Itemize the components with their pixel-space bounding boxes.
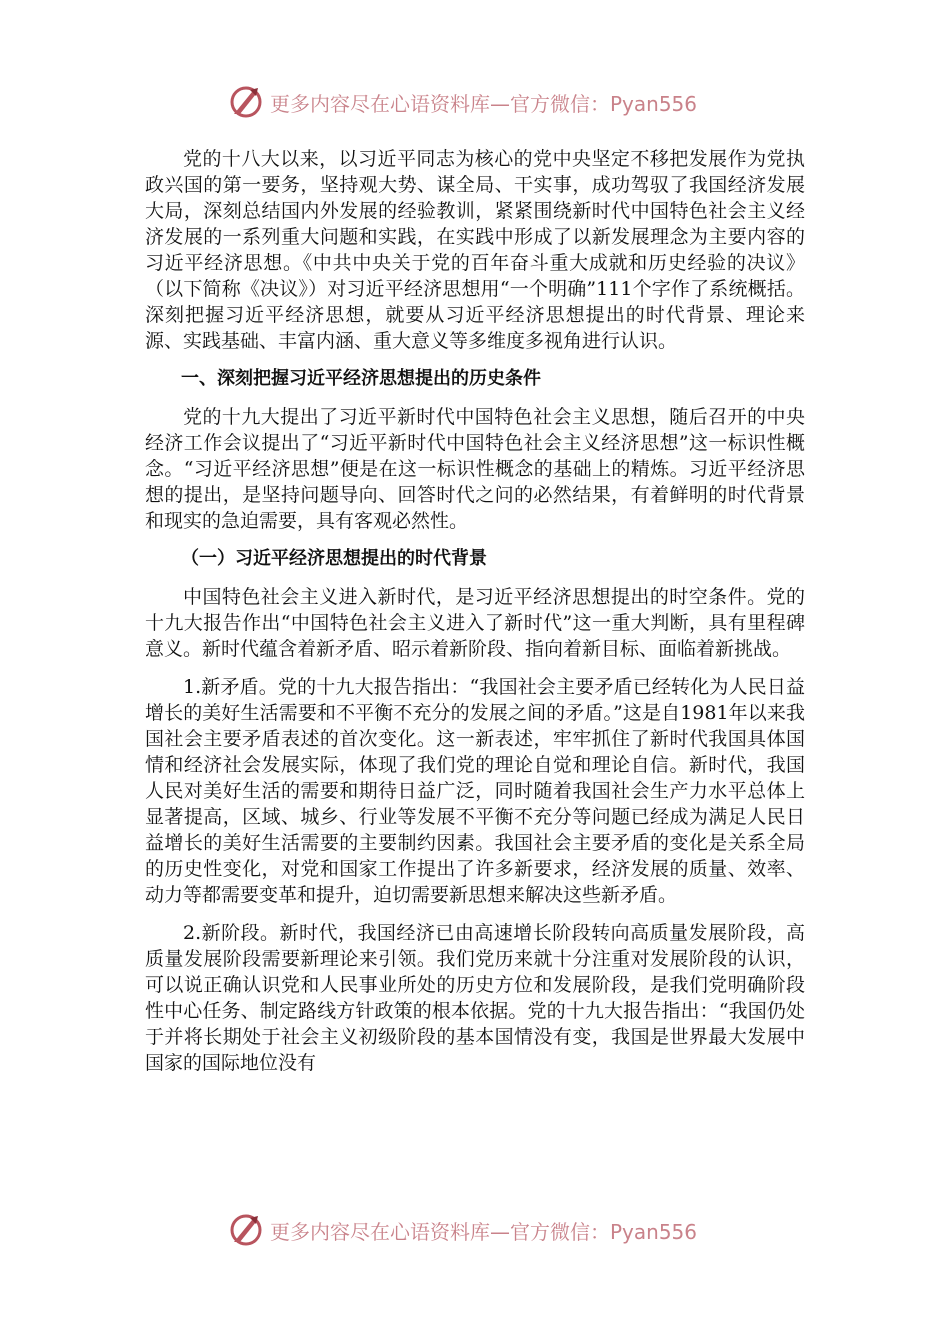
new-contradiction-paragraph: 1.新矛盾。党的十九大报告指出：“我国社会主要矛盾已经转化为人民日益增长的美好生活需要和不平衡不充分的发展之间的矛盾。”这是自1981年以来我国社会主要矛盾表述的首次变化。这一新表述，牢牢抓住了新时代我国具体国情和经济社会发展实际，体现了我们党的理论自觉和理论自信。新时代，我国人民对美好生活的需要和期待日益广泛，同时随着我国社会生产力水平总体上显著提高，区域、城乡、行业等发展不平衡不充分等问题已经成为满足人民日益增长的美好生活需要的主要制约因素。我国社会主要矛盾的变化是关系全局的历史性变化，对党和国家工作提出了许多新要求，经济发展的质量、效率、动力等都需要变革和提升，迫切需要新思想来解决这些新矛盾。: [145, 676, 805, 906]
header-watermark: [228, 82, 697, 122]
subsection-1-paragraph: 中国特色社会主义进入新时代，是习近平经济思想提出的时空条件。党的十九大报告作出“中国特色社会主义进入了新时代”这一重大判断，具有里程碑意义。新时代蕴含着新矛盾、昭示着新阶段、指向着新目标、面临着新挑战。: [145, 586, 805, 660]
new-stage-paragraph: 2.新阶段。新时代，我国经济已由高速增长阶段转向高质量发展阶段，高质量发展阶段需要新理论来引领。我们党历来就十分注重对发展阶段的认识，可以说正确认识党和人民事业所处的历史方位和发展阶段，是我们党明确阶段性中心任务、制定路线方针政策的根本依据。党的十九大报告指出：“我国仍处于并将长期处于社会主义初级阶段的基本国情没有变，我国是世界最大发展中国家的国际地位没有: [145, 922, 805, 1074]
quill-seal-icon: [228, 84, 264, 120]
footer-watermark: [228, 1210, 697, 1250]
section-heading-1: 一、深刻把握习近平经济思想提出的历史条件: [181, 368, 541, 389]
subsection-heading-1: （一）习近平经济思想提出的时代背景: [181, 548, 487, 569]
document-body: [145, 146, 805, 1088]
quill-seal-icon: [228, 1212, 264, 1248]
intro-paragraph: 党的十八大以来，以习近平同志为核心的党中央坚定不移把发展作为党执政兴国的第一要务，坚持观大势、谋全局、干实事，成功驾驭了我国经济发展大局，深刻总结国内外发展的经验教训，紧紧围绕新时代中国特色社会主义经济发展的一系列重大问题和实践，在实践中形成了以新发展理念为主要内容的习近平经济思想。《中共中央关于党的百年奋斗重大成就和历史经验的决议》（以下简称《决议》）对习近平经济思想用“一个明确”111个字作了系统概括。深刻把握习近平经济思想，就要从习近平经济思想提出的时代背景、理论来源、实践基础、丰富内涵、重大意义等多维度多视角进行认识。: [145, 148, 805, 352]
footer-watermark-text: 更多内容尽在心语资料库—官方微信：Pyan556: [270, 1219, 698, 1244]
header-watermark-text: 更多内容尽在心语资料库—官方微信：Pyan556: [270, 91, 698, 116]
section-1-paragraph: 党的十九大提出了习近平新时代中国特色社会主义思想，随后召开的中央经济工作会议提出了“习近平新时代中国特色社会主义经济思想”这一标识性概念。“习近平经济思想”便是在这一标识性概念的基础上的精炼。习近平经济思想的提出，是坚持问题导向、回答时代之问的必然结果，有着鲜明的时代背景和现实的急迫需要，具有客观必然性。: [145, 406, 805, 532]
